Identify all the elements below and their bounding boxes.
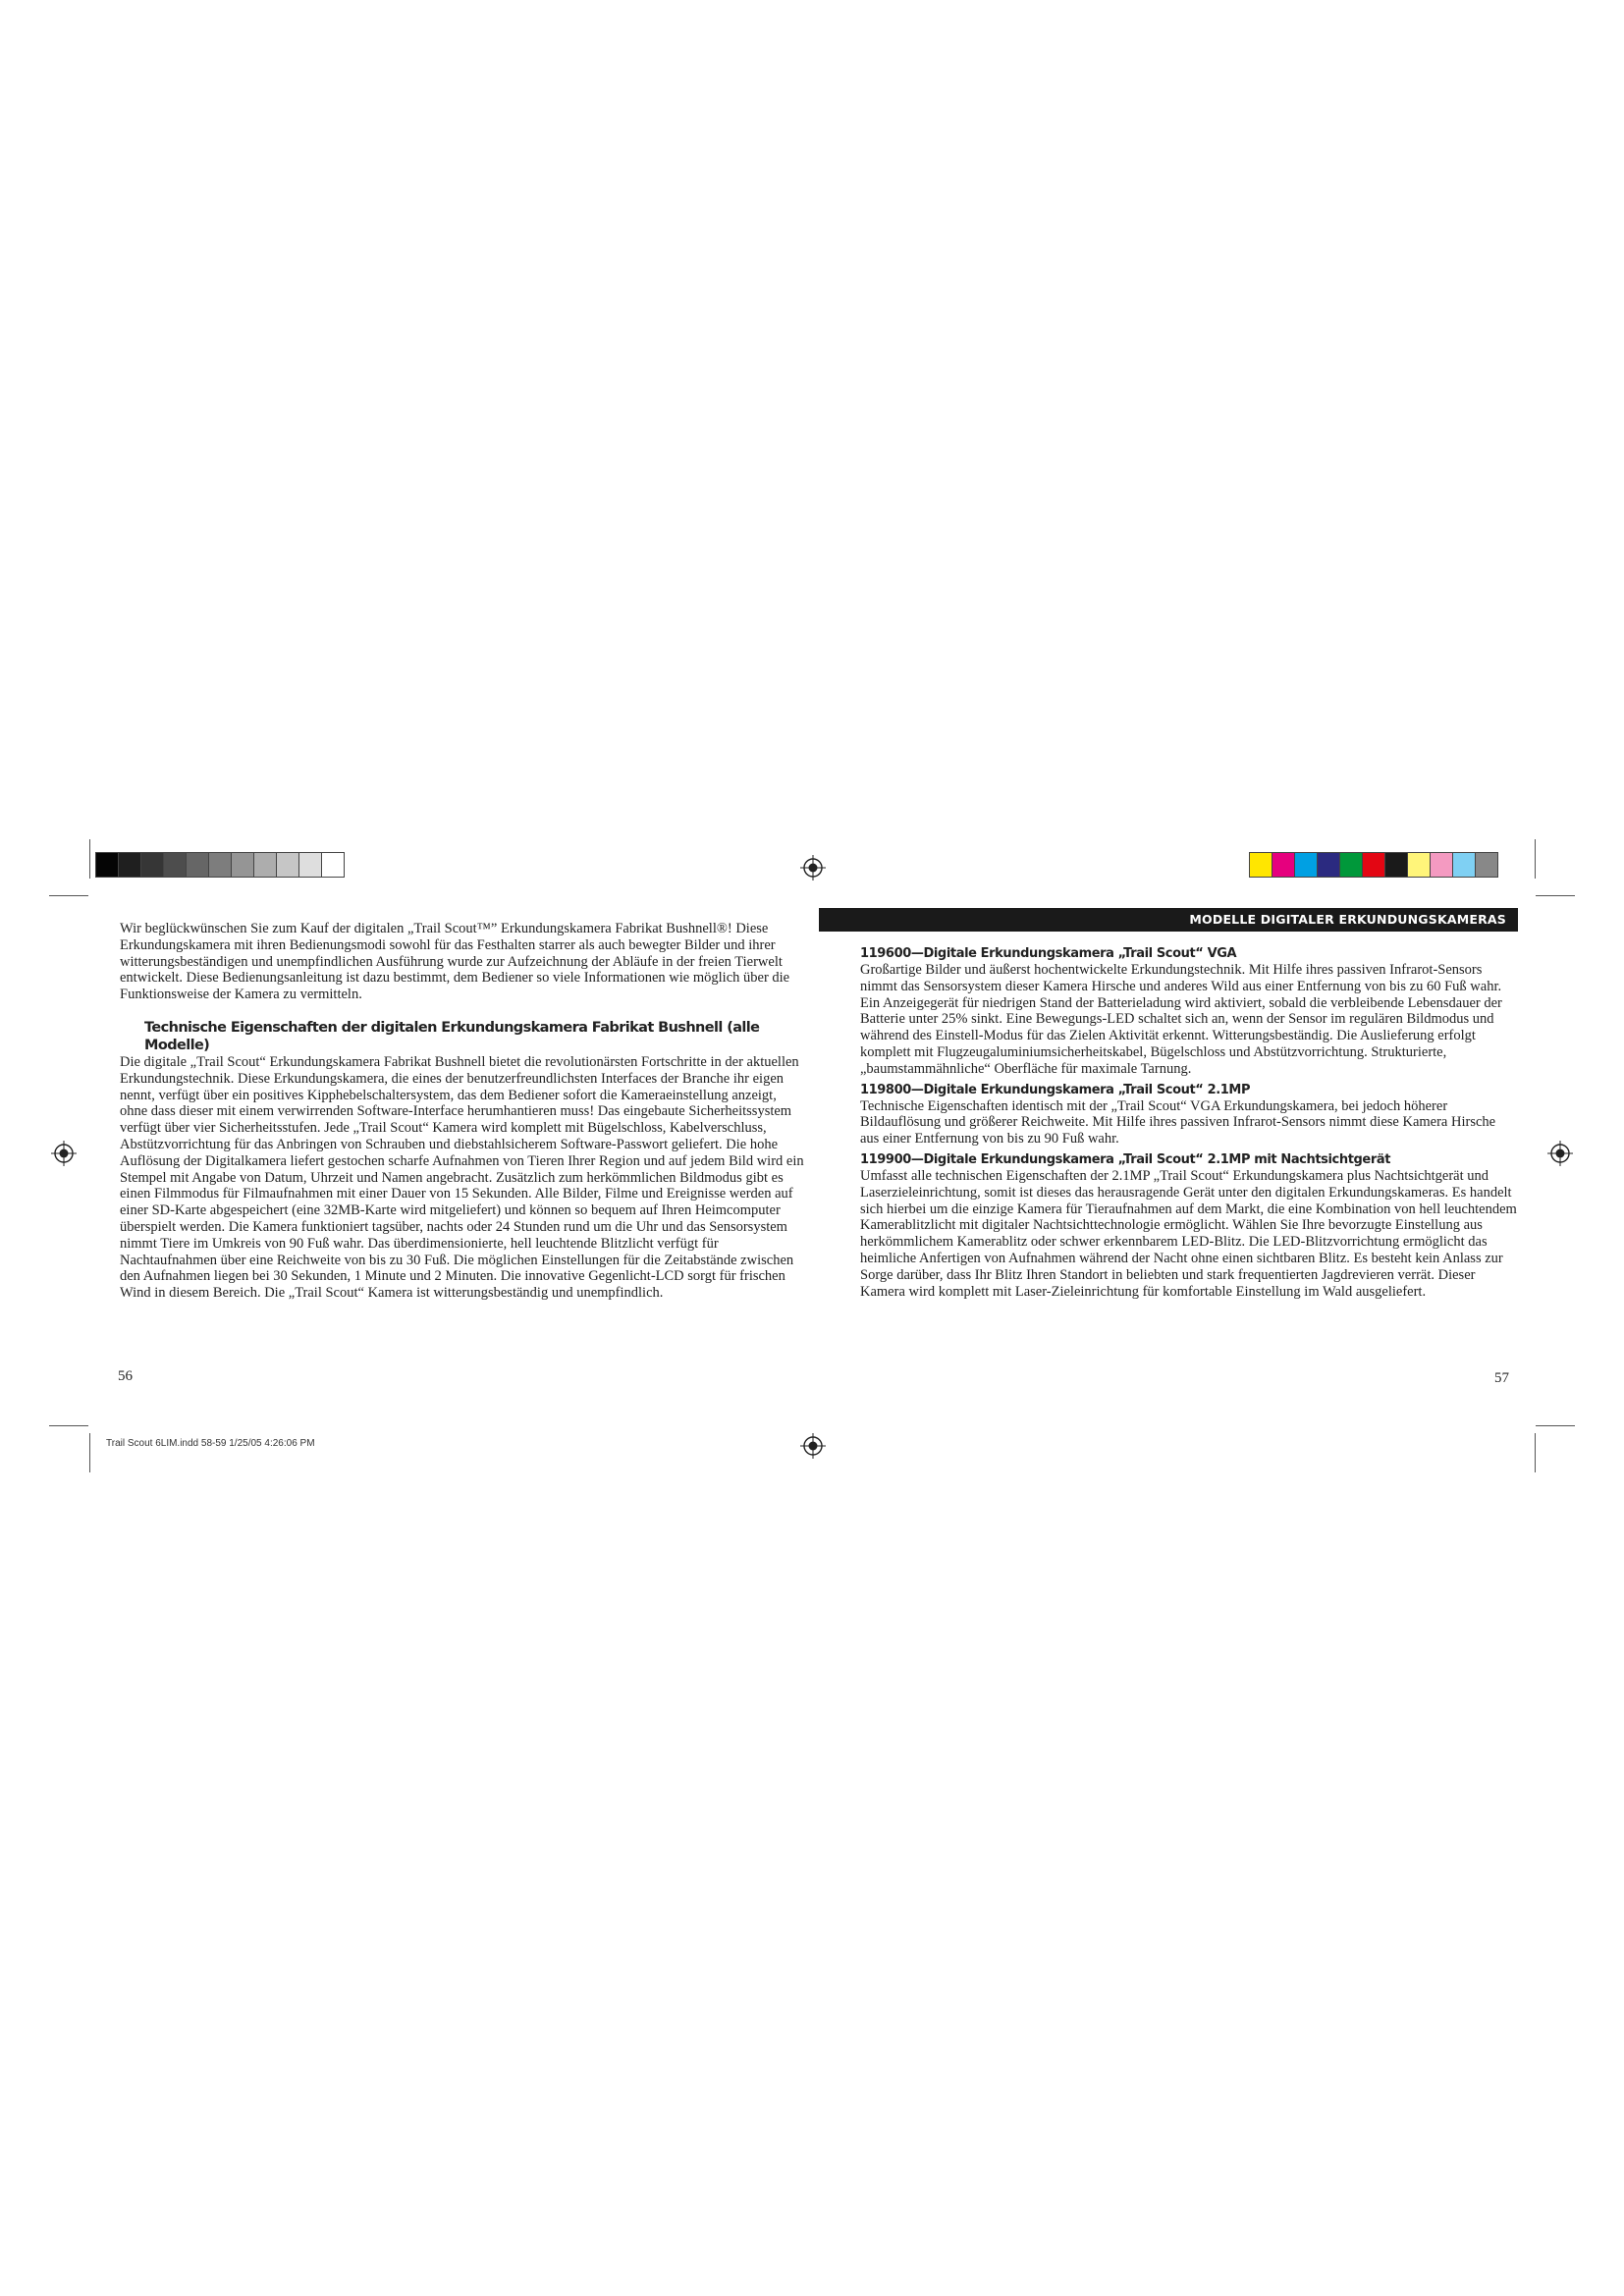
crop-mark <box>89 1433 90 1472</box>
color-swatch <box>163 852 187 878</box>
color-swatch <box>1475 852 1498 878</box>
model-description: Umfasst alle technischen Eigenschaften der 2.1MP „Trail Scout“ Erkundungskamera plus Nachtsichtgerät und Laserzieleinrichtung, somit ist dieses das herausragende Gerät unter den digitalen Erkundungskameras. Es handelt sich hierbei um die einzige Kamera für Tieraufnahmen auf dem Markt, die eine Kombination von hell leuchtendem Kamerablitzlicht mit digitaler Nachtsichttechnologie ermöglicht. Wählen Sie Ihre bevorzugte Einstellung aus herkömmlichem Kamerablitz oder schwer erkennbarem LED-Blitz. Die LED-Blitzvorrichtung ermöglicht das heimliche Anfertigen von Aufnahmen während der Nacht ohne einen sichtbaren Blitz. Es besteht kein Anlass zur Sorge darüber, dass Ihr Blitz Ihren Standort in beliebten und stark frequentierten Jagdrevieren verrät. Dieser Kamera wird komplett mit Laser-Zieleinrichtung für komfortable Einstellung im Wald ausgeliefert. <box>860 1167 1517 1300</box>
color-swatch <box>253 852 277 878</box>
color-swatch <box>298 852 322 878</box>
print-slug: Trail Scout 6LIM.indd 58-59 1/25/05 4:26:06 PM <box>106 1438 315 1449</box>
crop-mark <box>89 839 90 879</box>
model-heading: 119800—Digitale Erkundungskamera „Trail Scout“ 2.1MP <box>860 1082 1251 1097</box>
left-page <box>120 921 807 1302</box>
registration-mark-icon <box>1547 1141 1573 1166</box>
color-swatch <box>1430 852 1453 878</box>
features-paragraph: Die digitale „Trail Scout“ Erkundungskamera Fabrikat Bushnell bietet die revolutionärsten Fortschritte in der aktuellen Erkundungstechnik. Diese Erkundungskamera, die eines der benutzerfreundlichsten Interfaces der Branche ihr eigen nennt, verfügt über ein positives Kipphebelschaltersystem, das dem Bediener sofort die Kameraeinstellung anzeigt, ohne dass dieser mit einem verwirrenden Software-Interface herumhantieren muss! Das eingebaute Sicherheitssystem verfügt über vier Sicherheitsstufen. Jede „Trail Scout“ Kamera wird komplett mit Bügelschloss, Kabelverschluss, Abstützvorrichtung für das Anbringen von Schrauben und diebstahlsicherem Software-Passwort geliefert. Die hohe Auflösung der Digitalkamera liefert gestochen scharfe Aufnahmen von Tieren Ihrer Region und auf jedem Bild wird ein Stempel mit Angabe von Datum, Uhrzeit und Namen angebracht. Zusätzlich zum herkömmlichen Bildmodus gibt es einen Filmmodus für Filmaufnahmen mit einer Dauer von 15 Sekunden. Alle Bilder, Filme und Ereignisse werden auf einer SD-Karte abgespeichert (eine 32MB-Karte wird mitgeliefert) und können so bequem auf Ihren Heimcomputer überspielt werden. Die Kamera funktioniert tagsüber, nachts oder 24 Stunden rund um die Uhr und das Sensorsystem nimmt Tiere im Umkreis von 90 Fuß wahr. Das überdimensionierte, hell leuchtende Blitzlicht verfügt für Nachtaufnahmen über eine Reichweite von bis zu 30 Fuß. Die möglichen Einstellungen für die Zeitabstände zwischen den Aufnahmen liegen bei 30 Sekunden, 1 Minute und 2 Minuten. Die innovative Gegenlicht-LCD sorgt für frischen Wind in diesem Bereich. Die „Trail Scout“ Kamera ist witterungsbeständig und unempfindlich. <box>120 1053 804 1302</box>
color-swatch <box>118 852 141 878</box>
model-description: Technische Eigenschaften identisch mit der „Trail Scout“ VGA Erkundungskamera, bei jedoch höherer Bildauflösung und größerer Reichweite. Mit Hilfe ihres passiven Infrarot-Sensors nimmt diese Kamera Hirsche aus einer Entfernung von bis zu 90 Fuß wahr. <box>860 1097 1496 1148</box>
color-swatch <box>1384 852 1408 878</box>
grey-calibration-bar <box>95 852 344 878</box>
crop-mark <box>1535 1433 1536 1472</box>
page-number: 57 <box>1494 1370 1509 1386</box>
crop-mark <box>49 1425 88 1426</box>
color-swatch <box>186 852 209 878</box>
crop-mark <box>1535 839 1536 879</box>
color-swatch <box>1294 852 1318 878</box>
color-swatch <box>1249 852 1272 878</box>
section-heading: Technische Eigenschaften der digitalen Erkundungskamera Fabrikat Bushnell (alle Modelle) <box>144 1019 760 1053</box>
color-swatch <box>276 852 299 878</box>
model-heading: 119900—Digitale Erkundungskamera „Trail Scout“ 2.1MP mit Nachtsichtgerät <box>860 1151 1391 1167</box>
color-swatch <box>208 852 232 878</box>
color-swatch <box>1317 852 1340 878</box>
color-swatch <box>140 852 164 878</box>
intro-paragraph: Wir beglückwünschen Sie zum Kauf der digitalen „Trail Scout™” Erkundungskamera Fabrikat Bushnell®! Diese Erkundungskamera mit ihren Bedienungsmodi sowohl für das Festhalten starrer als auch bewegter Bilder und ihrer witterungsbeständigen und unempfindlichen Ausführung wurde zur Aufzeichnung der Abläufe in der freien Tierwelt entwickelt. Diese Bedienungsanleitung ist dazu bestimmt, dem Bediener so viele Informationen wie möglich über die Funktionsweise der Kamera zu vermitteln. <box>120 921 790 1003</box>
color-swatch <box>1407 852 1431 878</box>
registration-mark-icon <box>51 1141 77 1166</box>
crop-mark <box>1536 895 1575 896</box>
model-description: Großartige Bilder und äußerst hochentwickelte Erkundungstechnik. Mit Hilfe ihres passiven Infrarot-Sensors nimmt das Sensorsystem dieser Kamera Hirsche und anderes Wild aus einer Entfernung von bis zu 60 Fuß wahr. Ein Anzeigegerät für niedrigen Stand der Batterieladung wird aktiviert, sobald die verbleibende Lebensdauer der Batterie unter 25% sinkt. Eine Bewegungs-LED schaltet sich an, wenn der Sensor im regulären Bildmodus und während des Einstell-Modus für das Zielen Aktivität erkennt. Witterungsbeständig. Die Auslieferung erfolgt komplett mit Flugzeugaluminiumsicherheitskabel, Bügelschloss und Abstützvorrichtung. Strukturierte, „baumstammähnliche“ Oberfläche für maximale Tarnung. <box>860 962 1502 1077</box>
color-swatch <box>1452 852 1476 878</box>
color-swatch <box>95 852 119 878</box>
color-swatch <box>1362 852 1385 878</box>
section-banner: MODELLE DIGITALER ERKUNDUNGSKAMERAS <box>819 908 1518 932</box>
crop-mark <box>1536 1425 1575 1426</box>
registration-mark-icon <box>800 855 826 881</box>
color-swatch <box>321 852 345 878</box>
model-heading: 119600—Digitale Erkundungskamera „Trail Scout“ VGA <box>860 946 1237 961</box>
color-swatch <box>1272 852 1295 878</box>
color-calibration-bar <box>1249 852 1497 878</box>
page-number: 56 <box>118 1368 133 1384</box>
registration-mark-icon <box>800 1433 826 1459</box>
color-swatch <box>1339 852 1363 878</box>
right-page <box>860 945 1518 1304</box>
color-swatch <box>231 852 254 878</box>
crop-mark <box>49 895 88 896</box>
